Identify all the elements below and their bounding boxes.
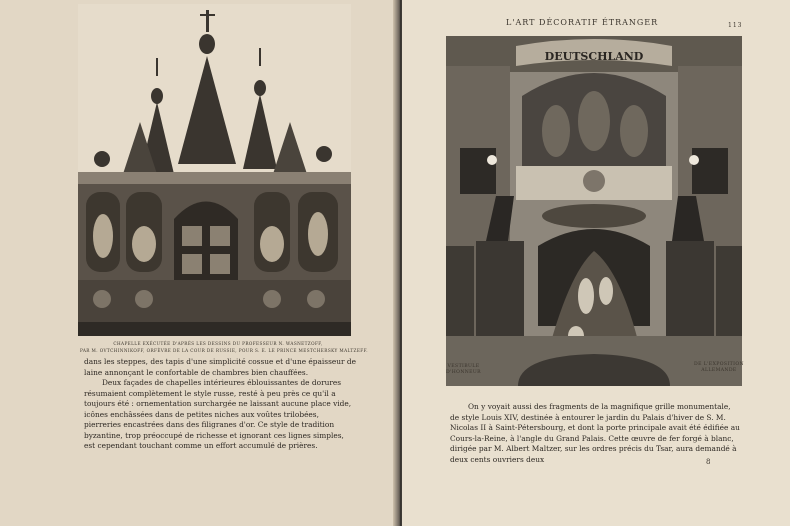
caption-left	[446, 364, 481, 376]
caption-right-line-1: DE L'EXPOSITION	[694, 362, 744, 367]
figure-caption-line-2: PAR M. OVTCHINNIKOFF, ORFÈVRE DE LA COUR DE RUSSIE, POUR S. E. LE PRINCE MESTCHERSKY MALTZEFF.	[80, 348, 369, 353]
caption-right-line-2: ALLEMANDE	[701, 368, 737, 373]
right-running-title: L'ART DÉCORATIF ÉTRANGER	[506, 18, 659, 27]
figure-caption-line-1: CHAPELLE EXÉCUTÉE D'APRÈS LES DESSINS DU PROFESSEUR N. WASNETZOFF,	[113, 341, 323, 346]
chapel-iconostasis-photo	[78, 4, 351, 336]
signature-mark: 8	[706, 458, 712, 466]
german-pavilion-photo	[446, 36, 742, 386]
left-paragraph-2: Deux façades de chapelles intérieures éblouissantes de dorures résumaient complètement le style russe, resté à peu près ce qu'il a toujours été : ornementation surchargée ne laissant aucune place vide, icônes enchâssées dans de petites niches aux voûtes trilobées, pierreries encastrées dans des filigranes d'or. Ce style de tradition byzantine, trop préoccupé de richesse et ignorant ces lignes simples, est cependant touchant comme un effort accumulé de prières.	[84, 378, 352, 450]
right-body-text	[450, 402, 742, 465]
right-page	[402, 0, 790, 526]
left-paragraph-1: dans les steppes, des tapis d'une simplicité cossue et d'une épaisseur de laine annonçant le confortable de chambres bien chauffées.	[84, 357, 357, 377]
right-page-number: 113	[728, 22, 743, 29]
right-paragraph: On y voyait aussi des fragments de la magnifique grille monumentale, de style Louis XIV, destinée à entourer le jardin du Palais d'hiver de S. M. Nicolas II à Saint-Pétersbourg, et dont la porte principale avait été édifiée au Cours-la-Reine, à l'angle du Grand Palais. Cette œuvre de fer forgé à blanc, dirigée par M. Albert Maltzer, sur les ordres précis du Tsar, aura demandé à deux cents ouvriers deux	[450, 402, 740, 464]
left-body-text	[84, 357, 356, 452]
deutschland-sign: DEUTSCHLAND	[544, 50, 644, 63]
caption-left-line-1: VESTIBULE	[447, 364, 480, 369]
caption-left-line-2: D'HONNEUR	[446, 370, 482, 375]
caption-right	[694, 362, 744, 374]
